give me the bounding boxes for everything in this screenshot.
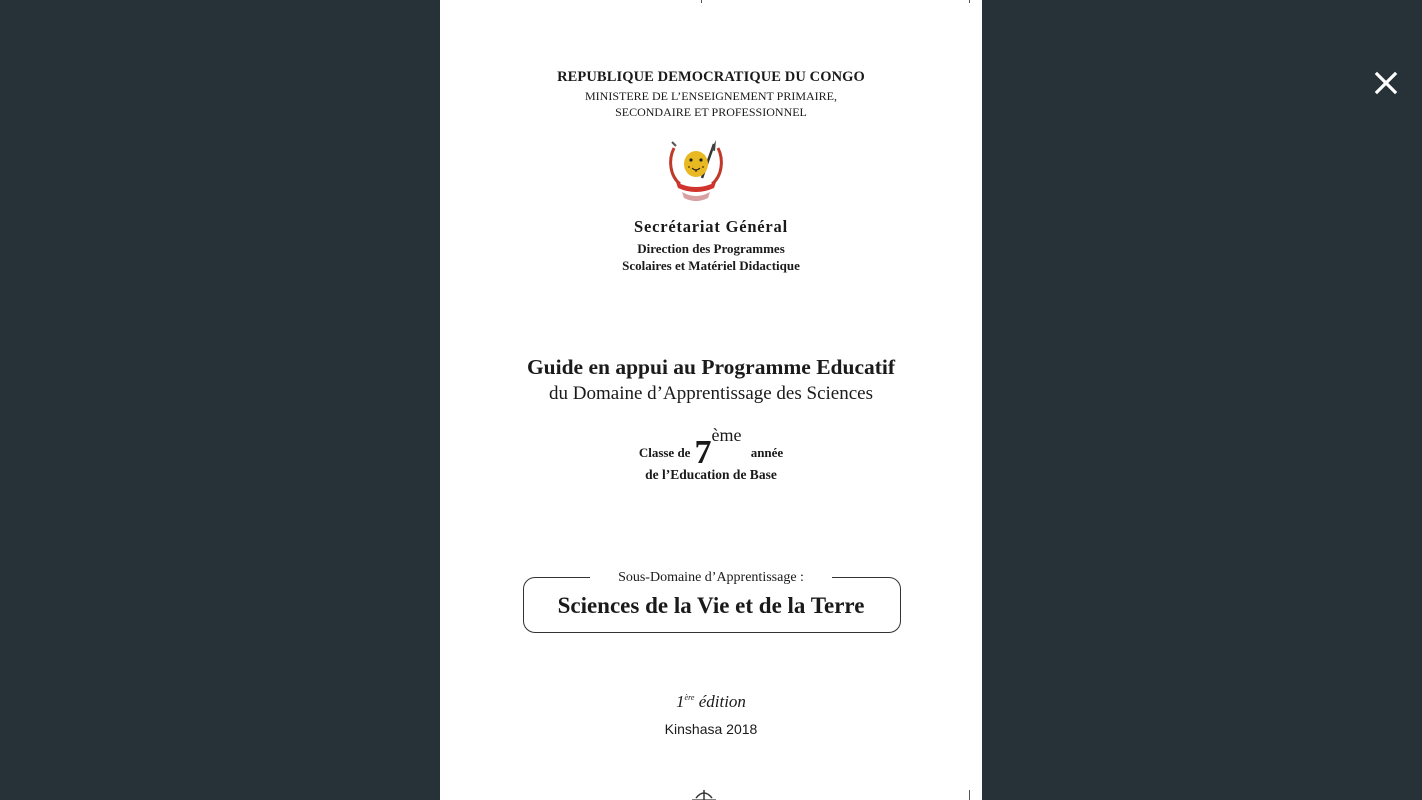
subdomain-title: Sciences de la Vie et de la Terre: [557, 593, 865, 618]
coat-of-arms-icon: [662, 138, 730, 204]
edition-number: 1: [676, 692, 685, 711]
ministry-line-1: MINISTERE DE L’ENSEIGNEMENT PRIMAIRE,: [585, 89, 837, 103]
direction-line-1: Direction des Programmes: [637, 241, 785, 256]
class-number: 7: [694, 434, 712, 471]
education-base-line: de l’Education de Base: [645, 467, 777, 482]
ministry-line-2: SECONDAIRE ET PROFESSIONNEL: [615, 105, 807, 119]
document-page: [440, 0, 982, 800]
subdomain-label: Sous-Domaine d’Apprentissage :: [590, 570, 832, 586]
edition-line: [440, 692, 982, 712]
direction-line-2: Scolaires et Matériel Didactique: [622, 258, 800, 273]
close-icon: [1366, 63, 1406, 103]
class-annee: année: [750, 445, 784, 460]
bottom-emblem-icon: [686, 788, 722, 800]
class-number-suffix: ème: [711, 425, 742, 445]
country-heading: REPUBLIQUE DEMOCRATIQUE DU CONGO: [557, 69, 865, 85]
crop-mark-bottom-right: [969, 790, 970, 800]
edition-word: édition: [698, 692, 746, 711]
guide-title: Guide en appui au Programme Educatif: [526, 355, 896, 379]
crop-mark-top-right: [969, 0, 970, 3]
edition-suffix: ère: [684, 693, 695, 702]
class-prefix: Classe de: [638, 445, 691, 460]
ministry-heading: [440, 88, 982, 120]
class-level-line: [440, 425, 982, 471]
secretariat-heading: Secrétariat Général: [633, 217, 788, 236]
direction-heading: [440, 240, 982, 274]
close-button[interactable]: [1366, 63, 1406, 103]
crop-mark-top-center: [701, 0, 702, 3]
guide-subtitle: du Domaine d’Apprentissage des Sciences: [549, 383, 873, 404]
place-year: Kinshasa 2018: [664, 721, 758, 737]
